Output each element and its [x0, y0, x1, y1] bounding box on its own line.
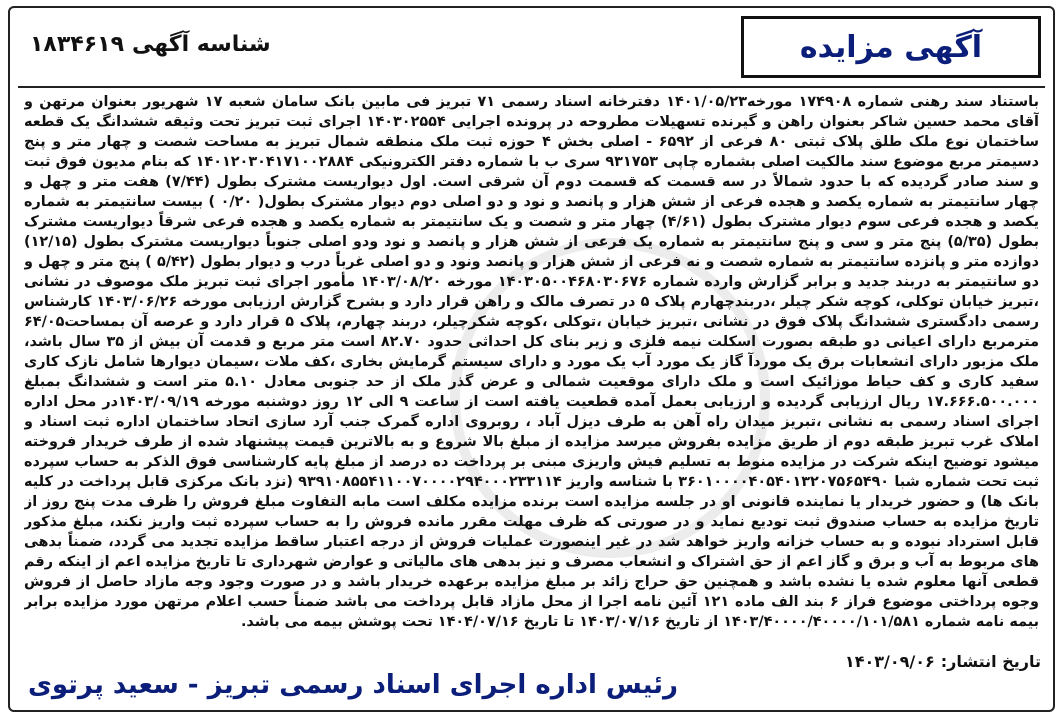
publication-date [845, 652, 1041, 671]
signature: رئیس اداره اجرای اسناد رسمی تبریز - سعید پرتوی [28, 670, 679, 700]
notice-header [18, 16, 1045, 80]
notice-body: باستناد سند رهنی شماره ۱۷۴۹۰۸ مورخه۱۴۰۱/۰۵/۲۳ دفترخانه اسناد رسمی ۷۱ تبریز فی مابین بانک سامان شعبه ۱۷ شهریور بعنوان مرتهن و آقای محمد حسین شاکر بعنوان راهن و گیرنده تسهیلات مطروحه در پرونده اجرایی ۱۴۰۳۰۲۵۵۴ اجرای ثبت تبریز تحت وثیقه ششدانگ یک قطعه ساختمان نوع ملک طلق پلاک ثبتی ۸۰ فرعی از ۶۵۹۲ - اصلی بخش ۴ حوزه ثبت ملک منطقه شمال تبریز به مساحت شصت و چهار متر و پنج دسیمتر مربع موضوع سند مالکیت اصلی بشماره چاپی ۹۳۱۷۵۳ سری ب با شماره دفتر الکترونیکی ۱۴۰۱۲۰۳۰۴۱۷۱۰۰۲۸۸۴ که بنام مدیون فوق ثبت و سند صادر گردیده که با حدود شمالاً در سه قسمت که قسمت دوم آن شرقی است. اول دیواریست مشترک بطول (۷/۴۴) هفت متر و چهل و چهار سانتیمتر به شماره یکصد و هجده فرعی از شش هزار و پانصد و نود و دو اصلی دوم دیوار مشترک بطول( ۰/۲۰ ) بیست سانتیمتر به شماره یکصد و هجده فرعی سوم دیوار مشترک بطول (۴/۶۱) چهار متر و شصت و یک سانتیمتر به شماره یکصد و هجده فرعی شرقاً دیواریست مشترک بطول (۵/۳۵) پنج متر و سی و پنج سانتیمتر به شماره یک فرعی از شش هزار و پانصد و نود ودو اصلی جنوباً دیواریست مشترک بطول (۱۲/۱۵) دوازده متر و پانزده سانتیمتر به شماره شصت و نه فرعی از شش هزار و پانصد ونود و دو اصلی غرباً درب و دیوار بطول (۵/۴۲ ) پنج متر و چهل و دو سانتیمتر به دربند جدید و برابر گزارش وارده شماره ۱۴۰۳۰۵۰۰۴۶۸۰۳۰۶۷۶ مورخه ۱۴۰۳/۰۸/۲۰ مأمور اجرای ثبت تبریز ملک موصوف در نشانی ،تبریز خیابان توکلی، کوچه شکر چیلر ،دربندچهارم پلاک ۵ در تصرف مالک و راهن قرار دارد و بشرح گزارش ارزیابی مورخه ۱۴۰۳/۰۶/۲۶ کارشناس رسمی دادگستری ششدانگ پلاک فوق در نشانی ،تبریز خیابان ،توکلی ،کوچه شکرچیلر، دربند چهارم، پلاک ۵ قرار دارد و عرصه آن بمساحت۶۴/۰۵ مترمربع دارای اعیانی دو طبقه بصورت اسکلت نیمه فلزی و زیر بنای کل احداثی حدود ۸۲.۷۰ است متر مربع و قدمت آن بیش از ۳۵ سال باشد، ملک مزبور دارای انشعابات برق یک موردآ گاز یک مورد آب یک مورد و دارای سیستم گرمایش بخاری ،کف ملات ،سیمان دیوارها شامل نازک کاری سفید کاری و کف حیاط موزائیک است و ملک دارای موقعیت شمالی و عرض گذر ملک از حد جنوبی معادل ۵.۱۰ متر است و ششدانگ بمبلغ ۱۷.۶۶۶.۵۰۰.۰۰۰ ریال ارزیابی گردیده و ارزیابی بعمل آمده قطعیت یافته است از ساعت ۹ الی ۱۲ روز دوشنبه مورخه ۱۴۰۳/۰۹/۱۹در محل اداره اجرای اسناد رسمی به نشانی ،تبریز میدان راه آهن به طرف دیزل آباد ، روبروی اداره گمرک جنب آرد سازی اتحاد ساختمان اداره ثبت اسناد و املاک غرب تبریز طبقه دوم از طریق مزایده بفروش میرسد مزایده از مبلغ بالا شروع و به بالاترین قیمت پیشنهاد شده از طرف خریدار فروخته میشود توضیح اینکه شرکت در مزایده منوط به تسلیم فیش واریزی مبنی بر پرداخت ده درصد از مبلغ پایه کارشناسی فوق الذکر به حساب سپرده ثبت تحت شماره شبا ۳۶۰۱۰۰۰۰۴۰۵۴۰۱۳۲۰۷۵۶۵۴۹۰ با شناسه واریز ۹۳۹۱۰۸۵۵۴۱۱۰۰۷۰۰۰۰۲۹۴۰۰۰۲۳۳۱۱۴ (نزد بانک مرکزی قابل پرداخت در کلیه بانک ها) و حضور خریدار یا نماینده قانونی او در جلسه مزایده است برنده مزایده مکلف است مابه التفاوت مبلغ فروش را ظرف مدت پنج روز از تاریخ مزایده به حساب صندوق ثبت تودیع نماید و در صورتی که ظرف مهلت مقرر مانده فروش را به حساب سپرده ثبت واریز نکند، مبلغ مذکور قابل استرداد نبوده و به حساب خزانه واریز خواهد شد در غیر اینصورت عملیات فروش از درجه اعتبار ساقط مزایده تجدید می گردد، ضمناً بدهی های مربوط به آب و برق و گاز اعم از حق اشتراک و انشعاب مصرف و نیز بدهی های مالیاتی و عوارض شهرداری تا تاریخ مزایده اعم از اینکه رقم قطعی آنها معلوم شده یا نشده باشد و همچنین حق حراج زائد بر مبلغ مزایده برعهده خریدار باشد و در صورت وجود وجه مازاد حاصل از فروش وجوه پرداختی موضوع فراز ۶ بند الف ماده ۱۲۱ آئین نامه اجرا از محل مازاد قابل پرداخت می باشد ضمناً حسب اعلام مرتهن مورد مزایده برابر بیمه نامه شماره ۱۴۰۳/۴۰۰۰۰/۴۰۰۰۰/۱۰۱/۵۸۱ از تاریخ ۱۴۰۳/۰۷/۱۶ تا تاریخ ۱۴۰۴/۰۷/۱۶ تحت پوشش بیمه می باشد. [24, 94, 1039, 630]
notice-id-value: ۱۸۳۴۶۱۹ [30, 32, 124, 57]
notice-id-label: شناسه آگهی [132, 32, 271, 57]
header-divider [18, 86, 1045, 88]
notice-title: آگهی مزایده [741, 16, 1041, 78]
auction-notice [8, 6, 1055, 712]
notice-footer [18, 652, 1045, 704]
publication-date-value: ۱۴۰۳/۰۹/۰۶ [844, 652, 935, 671]
publication-date-label: تاریخ انتشار: [940, 652, 1041, 671]
notice-id [30, 32, 271, 57]
